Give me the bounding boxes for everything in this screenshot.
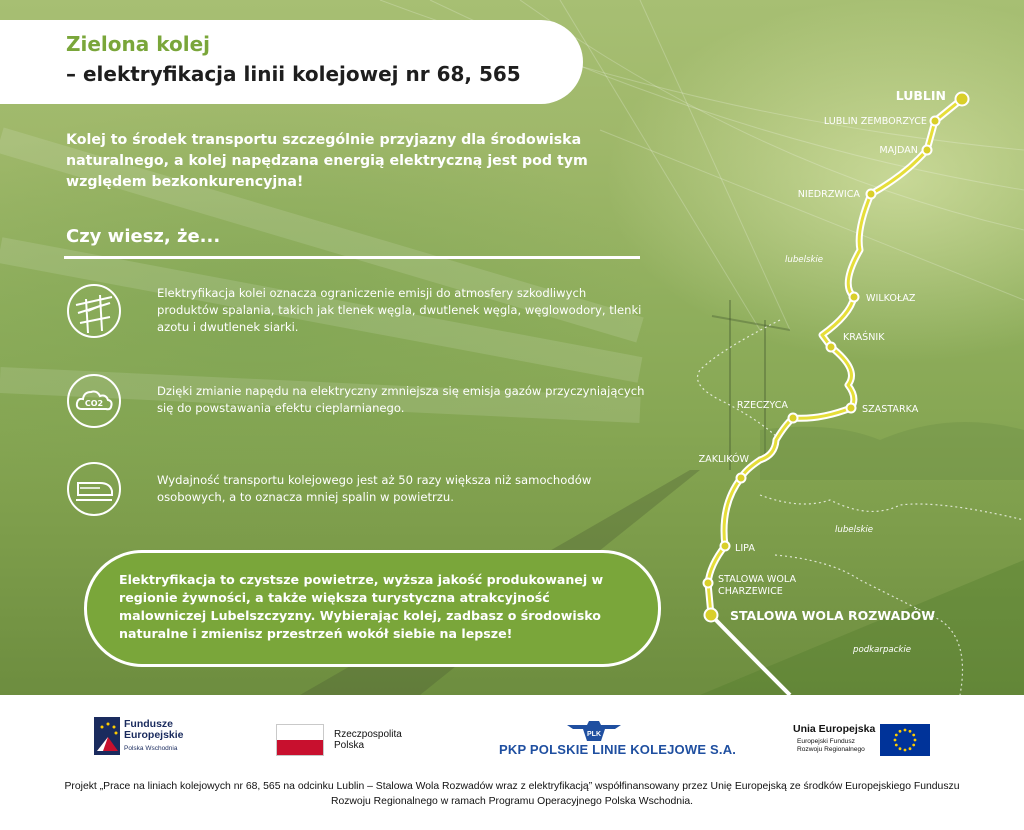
fe-logo-text: Europejskie [124,729,184,741]
station-marker-lublin-zemborzyce [931,117,940,126]
station-label-krasnik: KRAŚNIK [843,332,885,343]
station-marker-stalowa-wola-rozwadow [705,609,718,622]
station-label-lublin-zemborzyce: LUBLIN ZEMBORZYCE [823,116,927,127]
station-label-stalowa-wola-rozwadow: STALOWA WOLA ROZWADÓW [730,608,936,623]
section-heading: Czy wiesz, że... [66,226,221,247]
station-marker-rzeczyca [789,414,798,423]
station-label-zaklikow: ZAKLIKÓW [698,454,749,465]
station-label-majdan: MAJDAN [879,145,918,156]
footer [0,695,1024,830]
eu-flag-icon [880,724,930,756]
region-label-lubelskie: lubelskie [835,525,874,535]
station-label-lipa: LIPA [735,543,755,554]
fe-logo-subtext: Polska Wschodnia [124,745,178,752]
polish-flag-icon [276,724,324,756]
fe-logo-text: Fundusze [124,718,173,730]
plk-badge-text: PLK [587,731,601,738]
station-label-wilkolaz: WILKOŁAZ [866,293,916,304]
fundusze-europejskie-logo [94,717,120,755]
station-label-szastarka: SZASTARKA [862,404,919,415]
eu-stars-icon [880,724,930,756]
region-label-lubelskie: lubelskie [785,255,824,265]
station-marker-majdan [923,146,932,155]
station-marker-niedrzwica [867,190,876,199]
project-funding-note: Projekt „Prace na liniach kolejowych nr 68, 565 na odcinku Lublin – Stalowa Wola Rozwadów wraz z elektryfikacją” współfinansowany przez Unię Europejską ze środków Europejskiego Funduszu Rozwoju Regionalnego w ramach Programu Operacyjnego Polska Wschodnia. [64,781,960,807]
station-label-stalowa-wola-charzewice-2: CHARZEWICE [718,586,783,597]
station-marker-wilkolaz [850,293,859,302]
station-marker-krasnik [827,343,836,352]
railway-line-outline [708,99,962,615]
railway-line [708,99,962,615]
co2-label: CO2 [84,399,104,408]
eu-logo-subtext: Rozwoju Regionalnego [797,746,865,753]
station-marker-lipa [721,542,730,551]
region-label-podkarpackie: podkarpackie [853,645,912,655]
station-label-stalowa-wola-charzewice: STALOWA WOLA [718,574,797,585]
station-marker-lublin [956,93,969,106]
station-marker-zaklikow [737,474,746,483]
region-border [698,320,781,440]
plk-logo-text: PKP POLSKIE LINIE KOLEJOWE S.A. [499,742,737,757]
railway-extension [711,615,790,695]
region-border [775,555,963,695]
region-border [760,495,1024,520]
station-label-niedrzwica: NIEDRZWICA [797,189,860,200]
rp-logo-text: Rzeczpospolita [334,729,402,740]
fact-text-efficiency: Wydajność transportu kolejowego jest aż 50 razy większa niż samochodów osobowych, a to oznacza mniej spalin w powietrzu. [157,473,592,504]
fact-text-greenhouse: Dzięki zmianie napędu na elektryczny zmniejsza się emisja gazów przyczyniających się do powstawania efektu cieplarnianego. [157,384,645,415]
page-subtitle: – elektryfikacja linii kolejowej nr 68, 565 [66,62,521,86]
eu-logo-text: Unia Europejska [793,723,876,735]
page-title: Zielona kolej [66,32,210,56]
station-label-lublin: LUBLIN [895,88,946,103]
fact-text-emissions: Elektryfikacja kolei oznacza ograniczenie emisji do atmosfery szkodliwych produktów spalania, takich jak tlenek węgla, dwutlenek węgla, węglowodory, tlenki azotu i dwutlenek siarki. [157,286,642,334]
station-marker-stalowa-wola-charzewice [704,579,713,588]
station-label-rzeczyca: RZECZYCA [736,400,788,411]
plk-logo-icon [565,719,623,743]
intro-text: Kolej to środek transportu szczególnie przyjazny dla środowiska naturalnego, a kolej napędzana energią elektryczną jest pod tym względem bezkonkurencyjna! [66,132,588,190]
eu-logo-subtext: Europejski Fundusz [797,738,855,745]
rp-logo-text: Polska [334,740,365,751]
summary-text: Elektryfikacja to czystsze powietrze, wyższa jakość produkowanej w regionie żywności, a także większa turystyczna atrakcyjność malowniczej Lubelszczyzny. Wybierając kolej, zadbasz o środowisko naturalne i zmienisz przestrzeń wokół siebie na lepsze! [119,572,604,641]
station-marker-szastarka [847,404,856,413]
